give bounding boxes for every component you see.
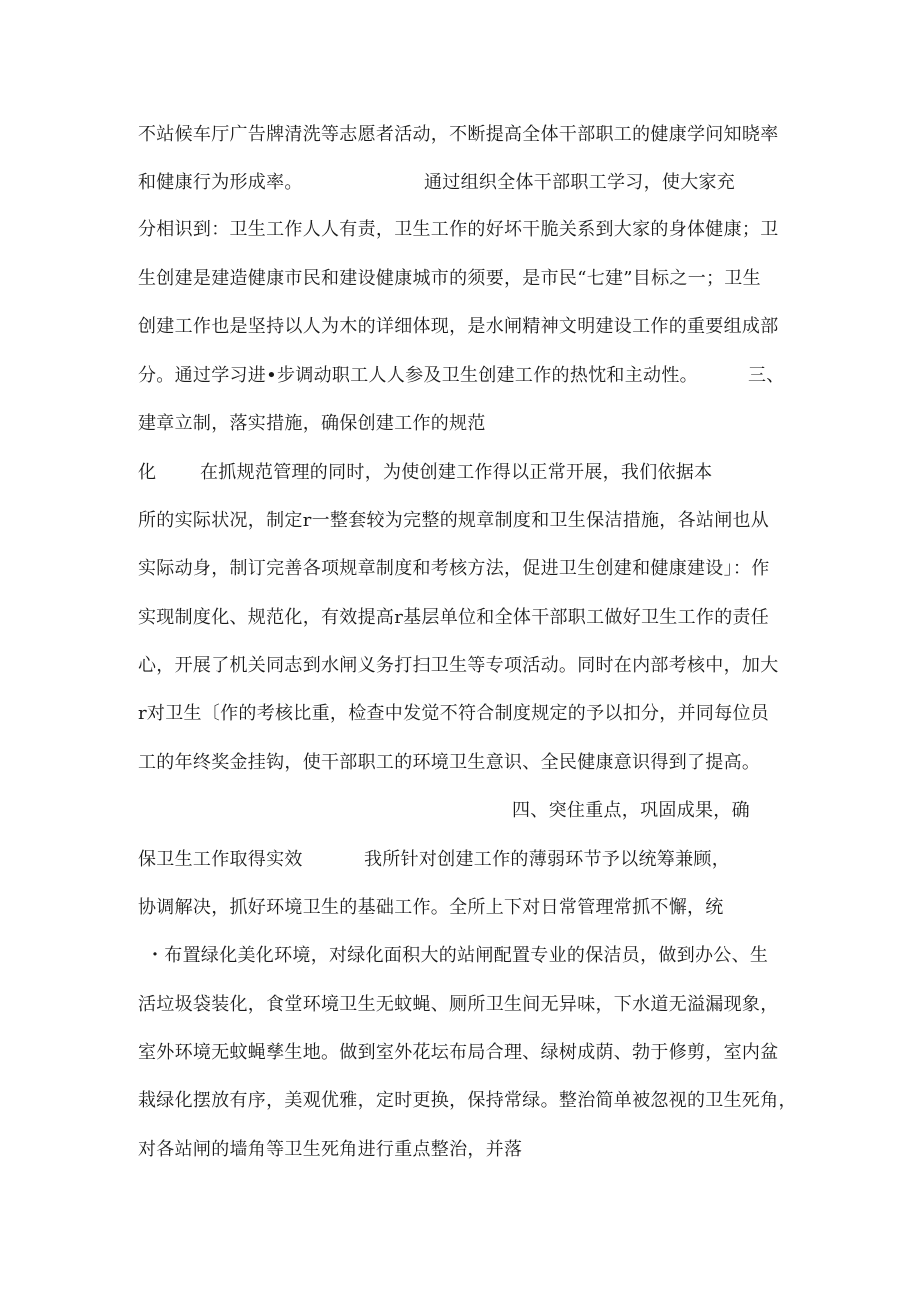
section-heading: 保卫生工作取得实效: [138, 849, 303, 870]
text-segment: 和健康行为形成率。: [138, 172, 303, 193]
text-segment: 心，开展了机关同志到水闸义务打扫卫生等专项活动。同时在内部考核中，加大: [138, 655, 779, 676]
text-segment: 不站候车厅广告牌清洗等志愿者活动，不断提高全体干部职工的健康学问知晓率: [138, 124, 779, 145]
text-segment: 栽绿化摆放有序，美观优雅，定时更换，保持常绿。整治简单被忽视的卫生死角，: [138, 1090, 797, 1111]
text-segment: 所的实际状况，制定r一整套较为完整的规章制度和卫生保洁措施，各站闸也从: [138, 510, 770, 531]
text-segment: 分。通过学习进•步调动职工人人参及卫生创建工作的热忱和主动性。: [138, 365, 698, 386]
text-segment: 活垃圾袋装化，食堂环境卫生无蚊蝇、厕所卫生间无异味，下水道无溢漏现象，: [138, 994, 779, 1015]
section-heading: 建章立制，落实措施，确保创建工作的规范: [138, 413, 486, 434]
text-segment: 分相识到：卫生工作人人有责，卫生工作的好坏干脆关系到大家的身体健康；卫: [138, 219, 779, 240]
text-segment: ・布置绿化美化环境，对绿化面积大的站闸配置专业的保洁员，做到办公、生: [146, 945, 769, 966]
text-segment: 室外环境无蚊蝇孳生地。做到室外花坛布局合理、绿树成荫、勃于修剪，室内盆: [138, 1042, 779, 1063]
text-segment: 实现制度化、规范化，有效提高r基层单位和全体干部职工做好卫生工作的责任: [138, 607, 770, 628]
text-segment: r对卫生〔作的考核比重，检查中发觉不符合制度规定的予以扣分，并同每位员: [138, 703, 770, 724]
text-segment: 生创建是建造健康市民和建设健康城市的须要，是市民“七建”目标之一；卫生: [138, 268, 761, 289]
section-heading: 化: [138, 462, 157, 483]
text-segment: 工的年终奖金挂钩，使干部职工的环境卫生意识、全民健康意识得到了提高。: [138, 752, 761, 773]
section-number: 三、: [748, 365, 785, 386]
text-segment: 我所针对创建工作的薄弱环节予以统筹兼顾，: [364, 849, 730, 870]
text-segment: 协调解决，抓好环境卫生的基础工作。全所上下对日常管理常抓不懈，统: [138, 897, 724, 918]
text-segment: 实际动身，制订完善各项规章制度和考核方法，促进卫生创建和健康建设」：作: [138, 558, 770, 579]
text-segment: 通过组织全体干部职工学习，使大家充: [424, 172, 736, 193]
text-segment: 在抓规范管理的同时，为使创建工作得以正常开展，我们依据本: [200, 462, 713, 483]
section-heading: 四、突住重点，巩固成果，确: [512, 800, 750, 821]
text-segment: 创建工作也是坚持以人为木的详细体现，是水闸精神文明建设工作的重要组成部: [138, 316, 779, 337]
text-segment: 对各站闸的墙角等卫生死角进行重点整治，并落: [138, 1139, 523, 1160]
